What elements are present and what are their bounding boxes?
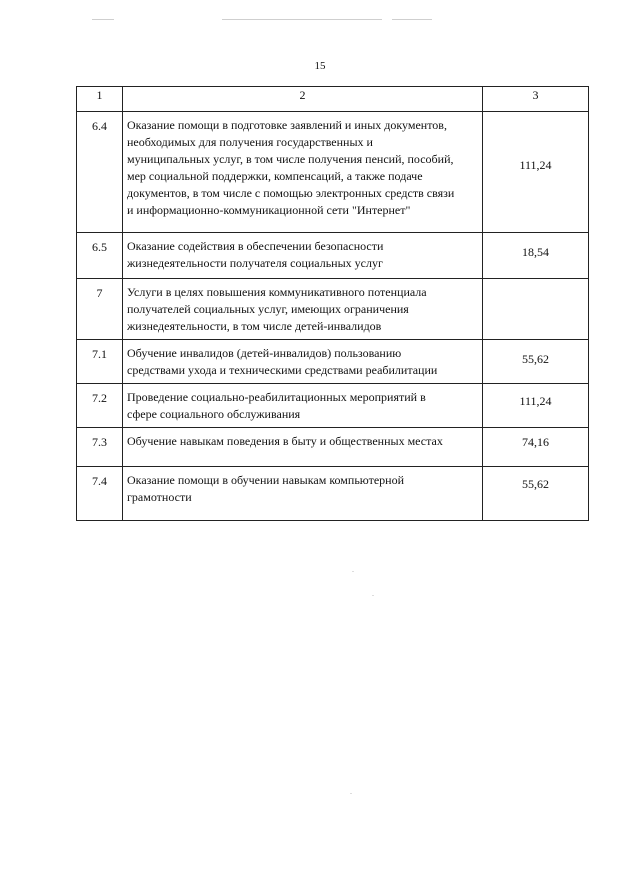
row-description: Оказание помощи в обучении навыкам компьютерной грамотности bbox=[123, 467, 483, 521]
scan-artifact-line bbox=[92, 19, 114, 20]
row-description: Оказание помощи в подготовке заявлений и иных документов, необходимых для получения государственных и муниципальных услуг, в том числе получения пенсий, пособий, мер социальной поддержки, компенсаций, а также подаче документов, в том числе с помощью электронных средств связи и информационно-коммуникационной сети "Интернет" bbox=[123, 112, 483, 233]
row-number: 6.4 bbox=[77, 112, 123, 233]
row-value: 111,24 bbox=[483, 384, 589, 428]
row-description: Услуги в целях повышения коммуникативного потенциала получателей социальных услуг, имеющих ограничения жизнедеятельности, в том числе детей-инвалидов bbox=[123, 279, 483, 340]
table-row bbox=[77, 233, 589, 279]
services-tariff-table bbox=[76, 86, 589, 521]
header-cell-3: 3 bbox=[483, 87, 589, 112]
row-value: 55,62 bbox=[483, 340, 589, 384]
scan-artifact-dot bbox=[350, 793, 352, 794]
header-cell-1: 1 bbox=[77, 87, 123, 112]
row-number: 6.5 bbox=[77, 233, 123, 279]
header-cell-2: 2 bbox=[123, 87, 483, 112]
row-value: 74,16 bbox=[483, 428, 589, 467]
scan-artifact-dot bbox=[352, 571, 354, 572]
row-number: 7.1 bbox=[77, 340, 123, 384]
scan-artifact-dot bbox=[372, 595, 374, 596]
row-value: 111,24 bbox=[483, 112, 589, 233]
row-number: 7 bbox=[77, 279, 123, 340]
row-number: 7.4 bbox=[77, 467, 123, 521]
table-row bbox=[77, 384, 589, 428]
row-number: 7.2 bbox=[77, 384, 123, 428]
scan-artifact-line bbox=[392, 19, 432, 20]
row-value bbox=[483, 279, 589, 340]
page-number: 15 bbox=[314, 60, 326, 72]
row-value: 18,54 bbox=[483, 233, 589, 279]
row-description: Оказание содействия в обеспечении безопасности жизнедеятельности получателя социальных услуг bbox=[123, 233, 483, 279]
table-header-row bbox=[77, 87, 589, 112]
table-row bbox=[77, 428, 589, 467]
scan-artifact-line bbox=[222, 19, 382, 20]
row-value: 55,62 bbox=[483, 467, 589, 521]
table-row bbox=[77, 279, 589, 340]
table-row bbox=[77, 340, 589, 384]
row-description: Обучение инвалидов (детей-инвалидов) пользованию средствами ухода и техническими средствами реабилитации bbox=[123, 340, 483, 384]
table-row bbox=[77, 467, 589, 521]
table-row bbox=[77, 112, 589, 233]
row-description: Проведение социально-реабилитационных мероприятий в сфере социального обслуживания bbox=[123, 384, 483, 428]
row-number: 7.3 bbox=[77, 428, 123, 467]
row-description: Обучение навыкам поведения в быту и общественных местах bbox=[123, 428, 483, 467]
